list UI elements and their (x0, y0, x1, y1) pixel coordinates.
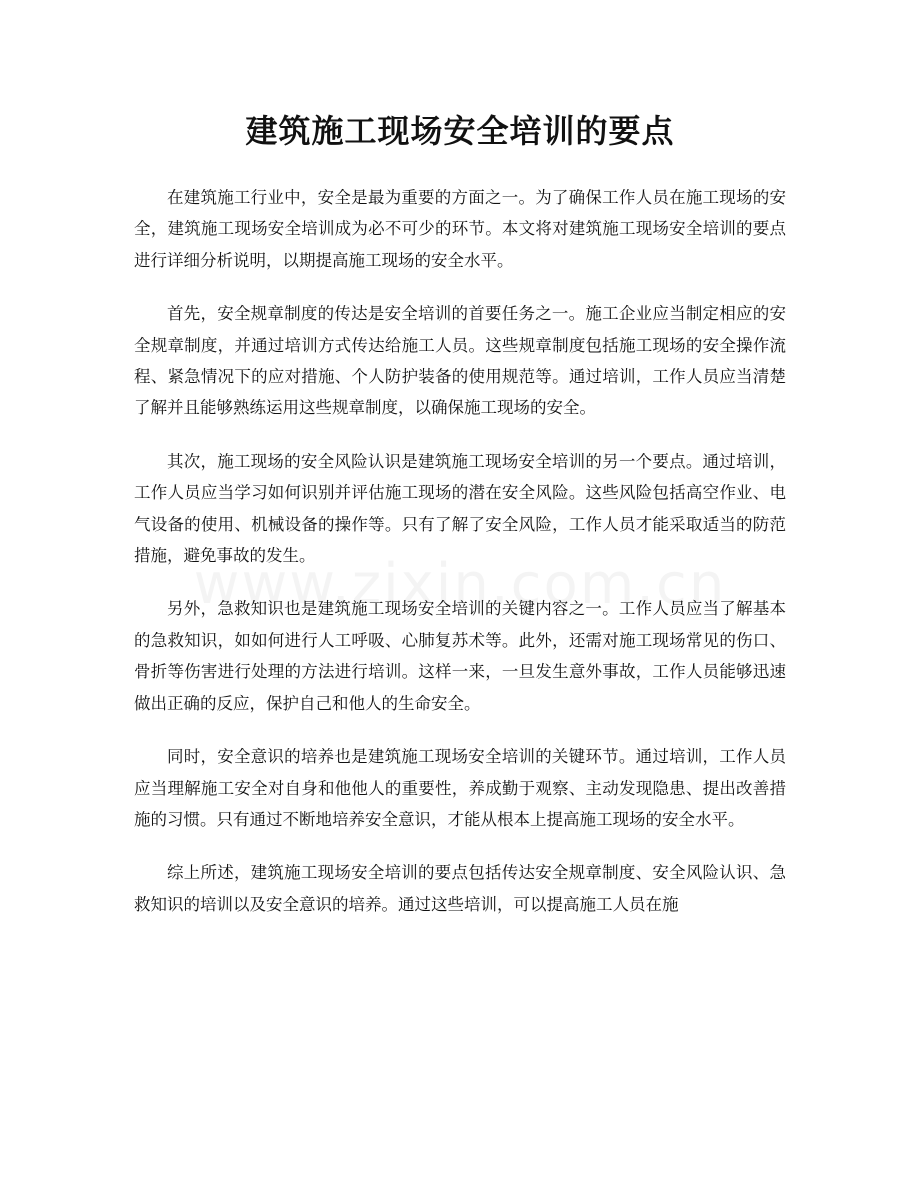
document-body (134, 182, 786, 942)
paragraph-safety-awareness: 同时，安全意识的培养也是建筑施工现场安全培训的关键环节。通过培训，工作人员应当理解施工安全对自身和他他人的重要性，养成勤于观察、主动发现隐患、提出改善措施的习惯。只有通过不断地培养安全意识，才能从根本上提高施工现场的安全水平。 (134, 747, 786, 829)
document-title: 建筑施工现场安全培训的要点 (245, 112, 675, 150)
paragraph-risk-awareness: 其次，施工现场的安全风险认识是建筑施工现场安全培训的另一个要点。通过培训，工作人员应当学习如何识别并评估施工现场的潜在安全风险。这些风险包括高空作业、电气设备的使用、机械设备的操作等。只有了解了安全风险，工作人员才能采取适当的防范措施，避免事故的发生。 (134, 451, 786, 566)
paragraph-summary: 综上所述，建筑施工现场安全培训的要点包括传达安全规章制度、安全风险认识、急救知识的培训以及安全意识的培养。通过这些培训，可以提高施工人员在施 (134, 863, 786, 914)
paragraph-first-aid: 另外，急救知识也是建筑施工现场安全培训的关键内容之一。工作人员应当了解基本的急救知识，如如何进行人工呼吸、心肺复苏术等。此外，还需对施工现场常见的伤口、骨折等伤害进行处理的方法进行培训。这样一来，一旦发生意外事故，工作人员能够迅速做出正确的反应，保护自己和他人的生命安全。 (134, 599, 786, 713)
paragraph-intro: 在建筑施工行业中，安全是最为重要的方面之一。为了确保工作人员在施工现场的安全，建筑施工现场安全培训成为必不可少的环节。本文将对建筑施工现场安全培训的要点进行详细分析说明，以期提高施工现场的安全水平。 (134, 188, 786, 270)
paragraph-regulations: 首先，安全规章制度的传达是安全培训的首要任务之一。施工企业应当制定相应的安全规章制度，并通过培训方式传达给施工人员。这些规章制度包括施工现场的安全操作流程、紧急情况下的应对措施、个人防护装备的使用规范等。通过培训，工作人员应当清楚了解并且能够熟练运用这些规章制度，以确保施工现场的安全。 (134, 304, 786, 418)
